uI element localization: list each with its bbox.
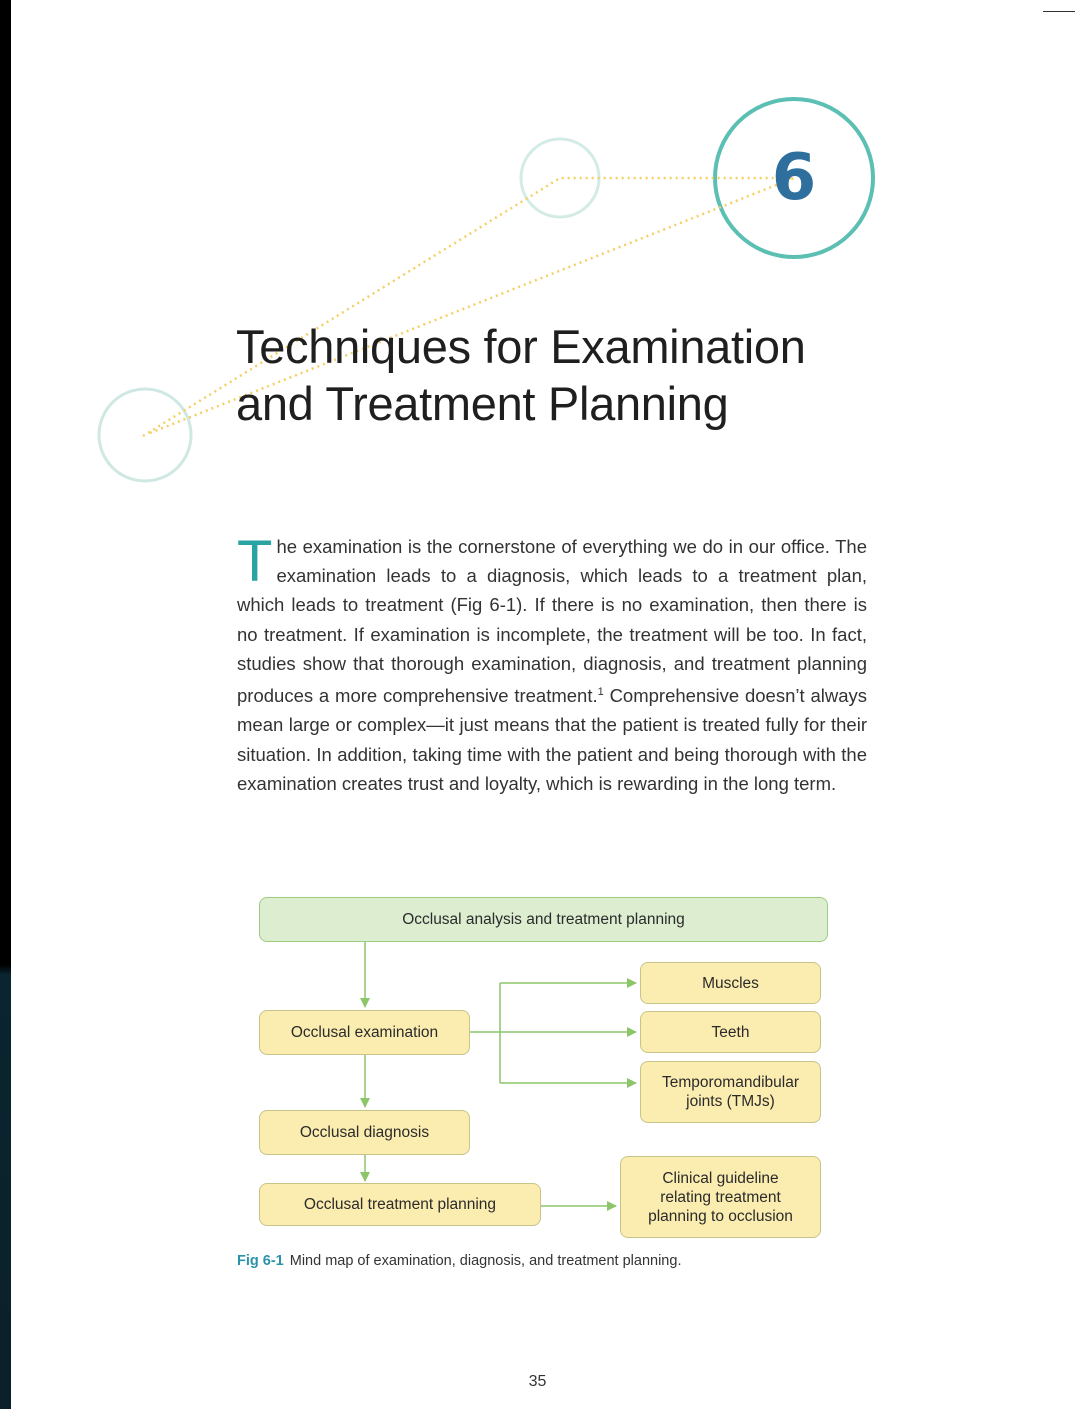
intro-paragraph <box>237 529 867 798</box>
title-line-2: and Treatment Planning <box>236 377 729 430</box>
figure-label: Fig 6-1 <box>237 1253 284 1269</box>
tmj-box: Temporomandibular joints (TMJs) <box>640 1061 821 1123</box>
diagnosis-box: Occlusal diagnosis <box>259 1110 470 1155</box>
chapter-number: 6 <box>771 141 817 215</box>
root-box: Occlusal analysis and treatment planning <box>259 897 828 942</box>
guideline-box: Clinical guideline relating treatment planning to occlusion <box>620 1156 821 1238</box>
page-number: 35 <box>528 1373 547 1390</box>
drop-cap: T <box>237 529 273 594</box>
chapter-title <box>236 318 806 432</box>
figure-caption <box>237 1253 681 1269</box>
left-circle-decoration <box>99 389 191 481</box>
figure-caption-text: Mind map of examination, diagnosis, and treatment planning. <box>289 1253 682 1269</box>
footnote-reference: 1 <box>597 686 604 699</box>
treatment-planning-box: Occlusal treatment planning <box>259 1183 541 1226</box>
title-line-1: Techniques for Examination <box>236 320 806 373</box>
paragraph-text: he examination is the cornerstone of everything we do in our office. The examination leads to a diagnosis, which leads to a treatment plan, which leads to treatment (Fig 6-1). If there is no examination, then there is no treatment. If examination is incomplete, the treatment will be too. In fact, studies show that thorough examination, diagnosis, and treatment planning produces a more comprehensive treatment. <box>237 536 867 707</box>
paragraph-text-end: Comprehensive doesn’t always mean large or complex—it just means that the patient is treated fully for their situation. In addition, taking time with the patient and being thorough with the examination creates trust and loyalty, which is rewarding in the long term. <box>237 685 867 794</box>
examination-box: Occlusal examination <box>259 1010 470 1055</box>
teeth-box: Teeth <box>640 1011 821 1053</box>
muscles-box: Muscles <box>640 962 821 1004</box>
